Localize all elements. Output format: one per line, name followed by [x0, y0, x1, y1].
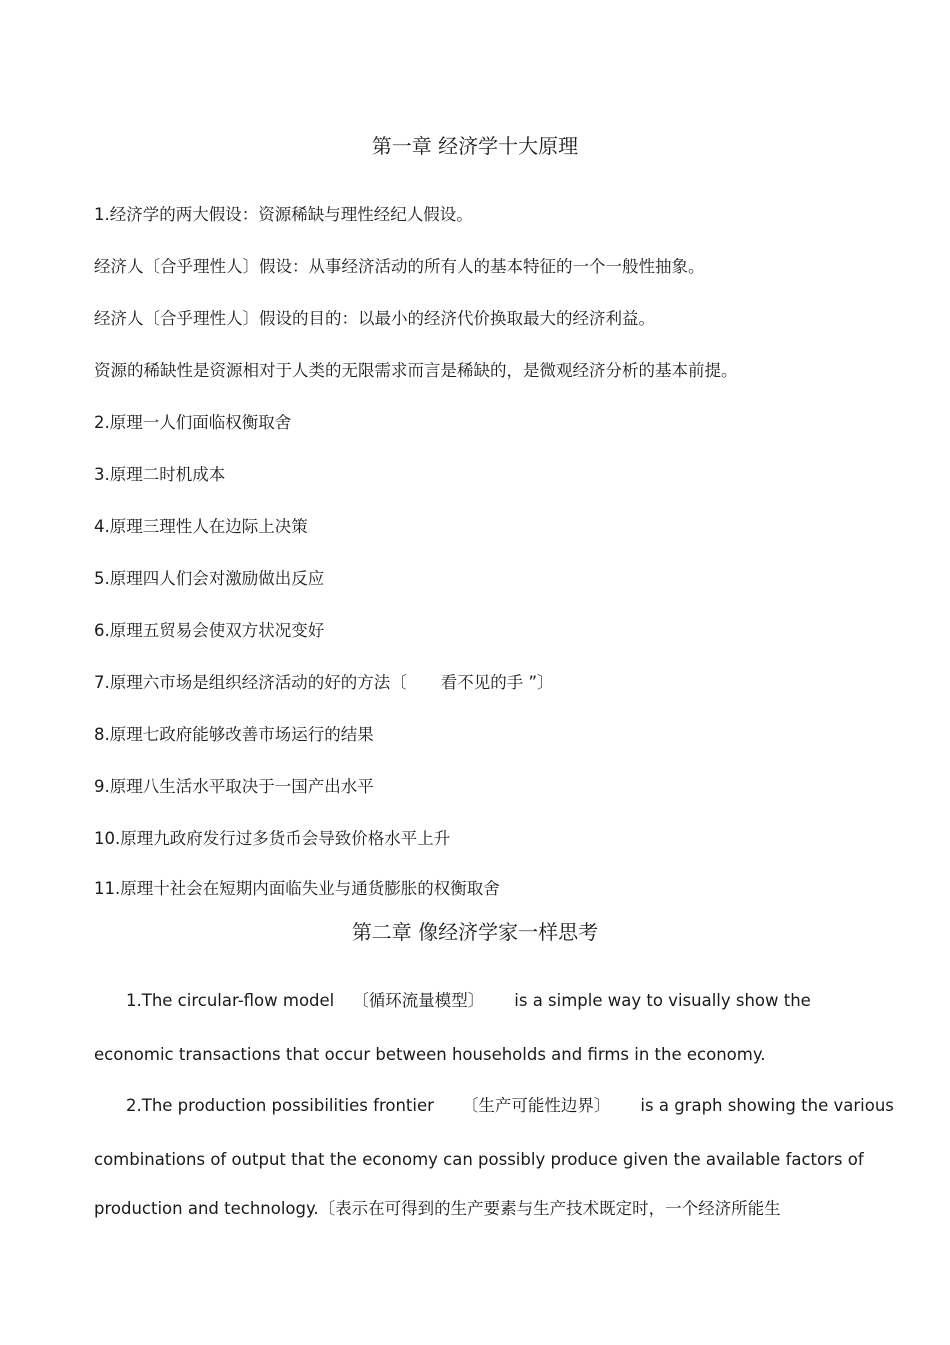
ch2-p2-line-3: production and technology.〔表示在可得到的生产要素与生产技术既定时，一个经济所能生	[94, 1199, 781, 1218]
ch2-p1-line-2: economic transactions that occur between households and firms in the economy.	[94, 1045, 766, 1064]
ch1-principle-8: 9.原理八生活水平取决于一国产出水平	[94, 777, 374, 796]
ch1-line-3: 经济人〔合乎理性人〕假设的目的：以最小的经济代价换取最大的经济利益。	[94, 309, 655, 328]
ch1-principle-10: 11.原理十社会在短期内面临失业与通货膨胀的权衡取舍	[94, 879, 500, 898]
ch1-principle-6	[94, 672, 554, 694]
ch1-principle-7: 8.原理七政府能够改善市场运行的结果	[94, 725, 374, 744]
ch2-p1-line-1	[126, 990, 811, 1012]
ch1-principle-3: 4.原理三理性人在边际上决策	[94, 517, 308, 536]
ch2-p2-term-cn: 〔生产可能性边界〕	[461, 1096, 611, 1115]
ch1-line-1: 1.经济学的两大假设：资源稀缺与理性经纪人假设。	[94, 205, 473, 224]
ch2-p2-term: 2.The production possibilities frontier	[126, 1096, 434, 1115]
ch1-line-2: 经济人〔合乎理性人〕假设：从事经济活动的所有人的基本特征的一个一般性抽象。	[94, 257, 705, 276]
chapter1-title: 第一章 经济学十大原理	[371, 134, 579, 158]
ch2-p1-term-cn: 〔循环流量模型〕	[352, 991, 485, 1010]
ch1-principle-1: 2.原理一人们面临权衡取舍	[94, 413, 292, 432]
ch2-p2-line-2: combinations of output that the economy can possibly produce given the available factors of	[94, 1150, 864, 1169]
ch1-principle-6-text: 7.原理六市场是组织经济活动的好的方法〔	[94, 673, 407, 692]
ch1-principle-2: 3.原理二时机成本	[94, 465, 226, 484]
ch2-p1-def: is a simple way to visually show the	[514, 991, 811, 1010]
ch1-principle-9: 10.原理九政府发行过多货币会导致价格水平上升	[94, 829, 451, 848]
ch2-p2-def: is a graph showing the various	[640, 1096, 894, 1115]
ch1-line-4: 资源的稀缺性是资源相对于人类的无限需求而言是稀缺的，是微观经济分析的基本前提。	[94, 361, 738, 380]
ch2-p2-line-1	[126, 1095, 894, 1117]
ch1-principle-6-quote: 看不见的手 ”〕	[440, 673, 554, 692]
chapter2-title: 第二章 像经济学家一样思考	[351, 920, 599, 944]
ch1-principle-4: 5.原理四人们会对激励做出反应	[94, 569, 325, 588]
ch1-principle-5: 6.原理五贸易会使双方状况变好	[94, 621, 325, 640]
ch2-p1-term: 1.The circular-flow model	[126, 991, 335, 1010]
